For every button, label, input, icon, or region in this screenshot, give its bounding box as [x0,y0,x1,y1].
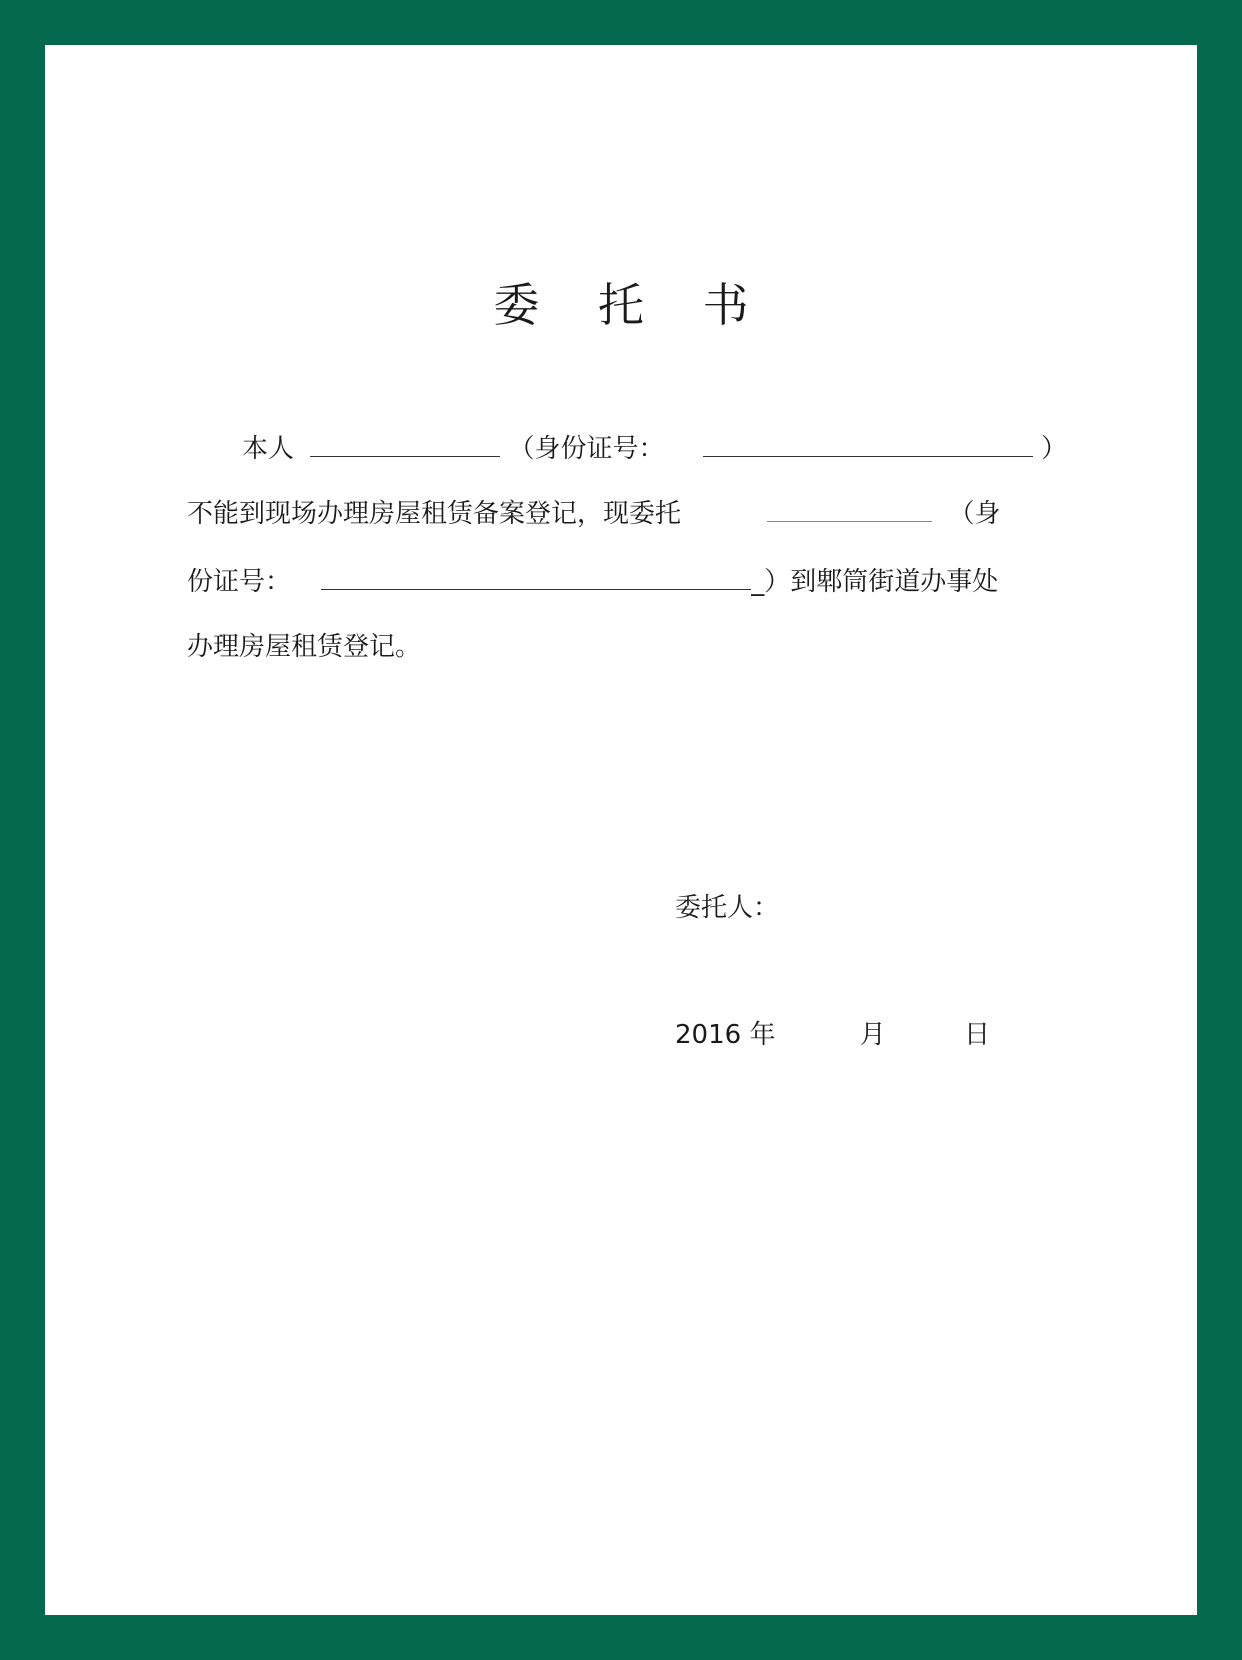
agent-id-label-end: 份证号： [187,567,292,597]
document-page [45,45,1197,1615]
date-year: 2016 [675,1020,742,1050]
body-line-4 [187,629,421,665]
body-line-1 [242,430,1067,467]
date-month-unit: 月 [859,1020,886,1050]
agent-id-label-start: （身 [948,499,1001,529]
delegation-statement: 不能到现场办理房屋租赁备案登记，现委托 [187,499,682,529]
principal-label: 本人 [242,434,295,464]
body-line-2 [187,495,1001,532]
signature-label: 委托人： [675,893,780,923]
agent-name-blank [767,495,932,522]
agent-id-blank [321,563,751,590]
principal-id-label: （身份证号： [508,434,665,464]
principal-name-blank [310,430,500,457]
date-day-unit: 日 [964,1020,991,1050]
date-year-unit: 年 [749,1020,776,1050]
office-destination: _）到郫筒街道办事处 [751,567,999,597]
document-title: 委 托 书 [493,278,771,332]
signature-date [675,1017,990,1053]
principal-id-blank [703,430,1033,457]
principal-id-close: ） [1041,434,1068,464]
body-line-3 [187,563,998,600]
purpose-statement: 办理房屋租赁登记。 [187,632,422,662]
